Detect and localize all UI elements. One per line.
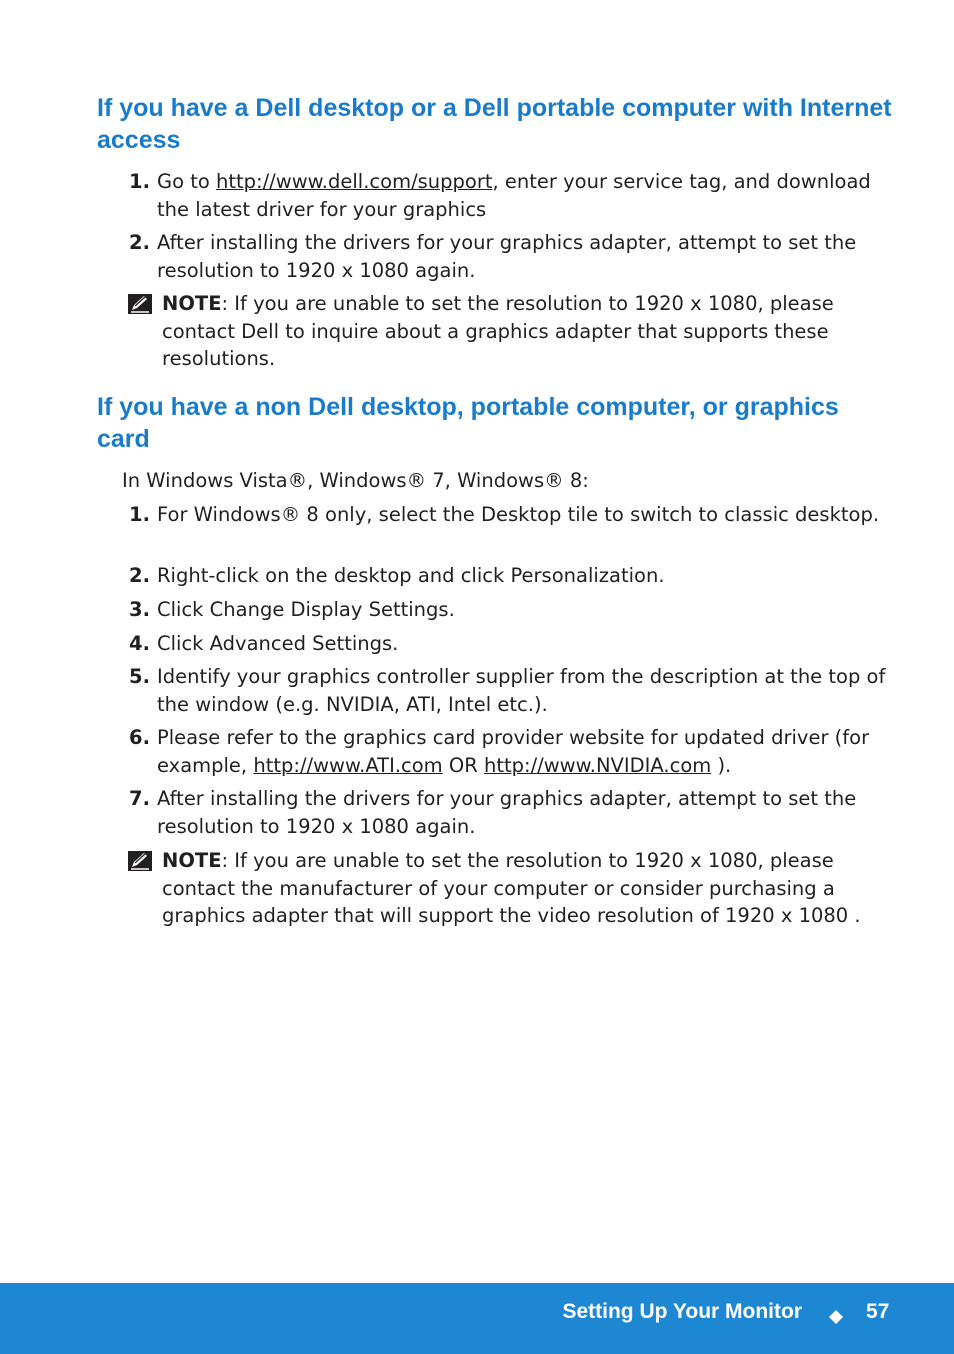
list-item [124, 724, 894, 779]
list-item [124, 596, 894, 624]
pencil-note-icon [127, 293, 153, 315]
step-number: 6. [129, 726, 150, 749]
step-text: Click Change Display Settings. [157, 598, 455, 621]
list-item [124, 501, 894, 529]
note-block [127, 847, 897, 930]
list-item [124, 630, 894, 658]
list-item [124, 785, 894, 840]
step-text: Click Advanced Settings. [157, 632, 399, 655]
note-text: NOTE: If you are unable to set the resolution to 1920 x 1080, please contact Dell to inquire about a graphics adapter that supports these resolutions. [162, 292, 834, 370]
nvidia-link[interactable]: http://www.NVIDIA.com [483, 753, 712, 777]
step-text: For Windows® 8 only, select the Desktop tile to switch to classic desktop. [157, 503, 880, 526]
step-number: 5. [129, 665, 150, 688]
step-number: 1. [129, 503, 150, 526]
page-number: 57 [866, 1300, 890, 1323]
dell-support-link[interactable]: http://www.dell.com/support [216, 170, 493, 193]
list-item [124, 168, 894, 223]
step-text: Go to http://www.dell.com/support, enter your service tag, and download the latest driver for your graphics [157, 170, 871, 221]
note-text: NOTE: If you are unable to set the resolution to 1920 x 1080, please contact the manufacturer of your computer or consider purchasing a graphics adapter that will support the video resolution of 1920 x 1080 . [162, 849, 861, 927]
step-number: 4. [129, 632, 150, 655]
section-heading-non-dell: If you have a non Dell desktop, portable computer, or graphics card [97, 393, 839, 453]
step-number: 2. [129, 564, 150, 587]
list-item [124, 663, 894, 718]
footer-title: Setting Up Your Monitor [562, 1300, 802, 1323]
note-label: NOTE [162, 849, 222, 872]
step-number: 1. [129, 170, 150, 193]
step-text: Identify your graphics controller supplier from the description at the top of the window (e.g. NVIDIA, ATI, Intel etc.). [157, 665, 886, 716]
section-heading-dell: If you have a Dell desktop or a Dell portable computer with Internet access [97, 94, 892, 154]
step-number: 7. [129, 787, 150, 810]
step-text: After installing the drivers for your graphics adapter, attempt to set the resolution to 1920 x 1080 again. [157, 787, 857, 838]
ati-link[interactable]: http://www.ATI.com [253, 753, 443, 777]
step-text: Right-click on the desktop and click Personalization. [157, 564, 665, 587]
note-block [127, 290, 897, 373]
step-number: 2. [129, 231, 150, 254]
diamond-icon [828, 1309, 844, 1325]
step-text: Please refer to the graphics card provider website for updated driver (for example, http://www.ATI.com OR http://www.NVIDIA.com ). [157, 726, 870, 777]
page-footer [0, 1283, 954, 1354]
list-item [124, 229, 894, 284]
step-number: 3. [129, 598, 150, 621]
pencil-note-icon [127, 850, 153, 872]
intro-text: In Windows Vista®, Windows® 7, Windows® 8: [122, 469, 589, 492]
note-label: NOTE [162, 292, 222, 315]
step-text: After installing the drivers for your graphics adapter, attempt to set the resolution to 1920 x 1080 again. [157, 231, 857, 282]
list-item [124, 562, 894, 590]
